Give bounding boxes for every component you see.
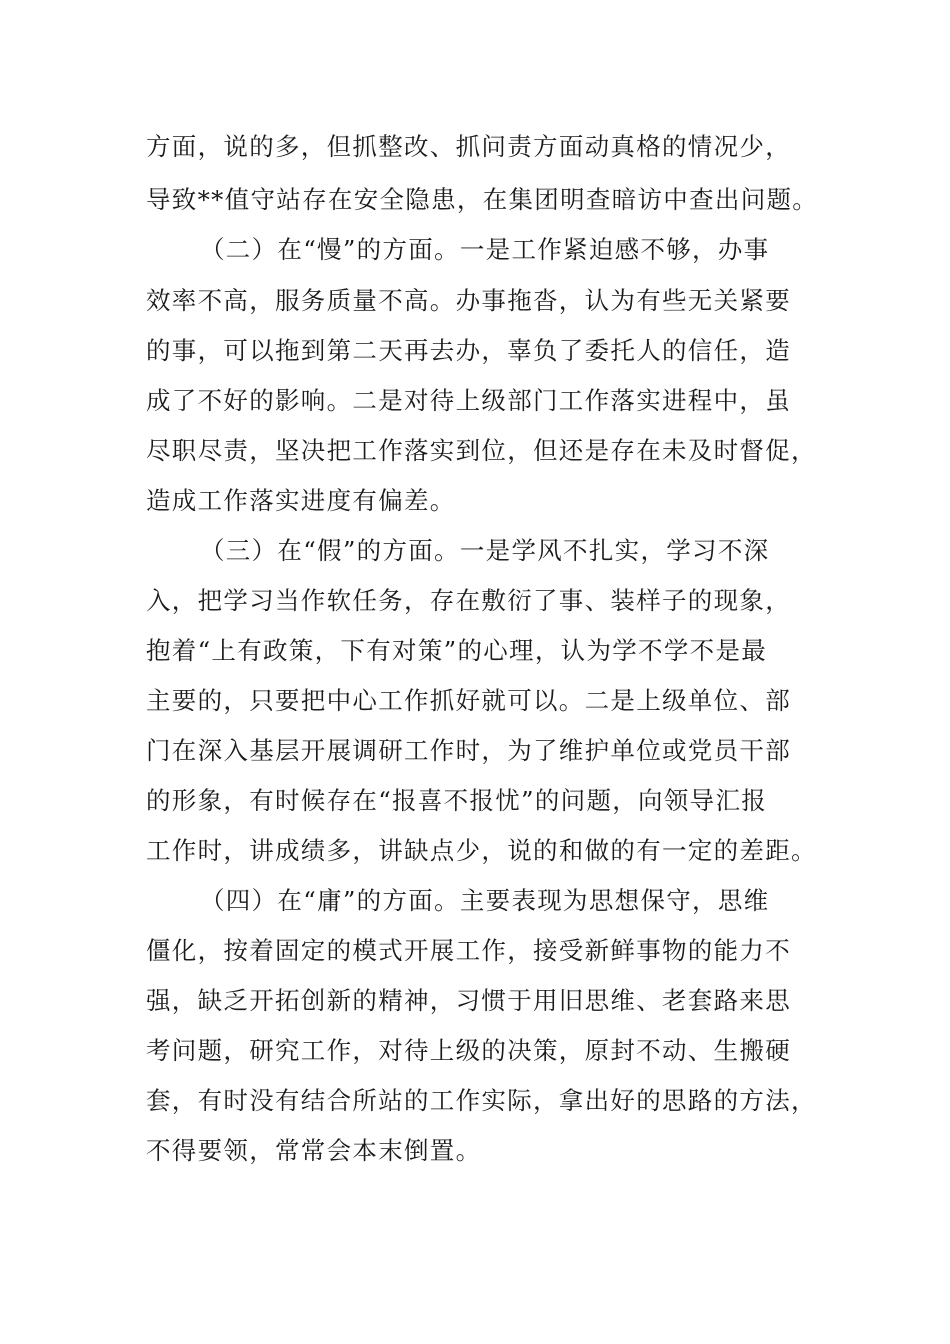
text-line: 工作时，讲成绩多，讲缺点少，说的和做的有一定的差距。 (146, 836, 817, 865)
text-line: 强，缺乏开拓创新的精神，习惯于用旧思维、老套路来思 (146, 986, 791, 1015)
text-line: 主要的，只要把中心工作抓好就可以。二是上级单位、部 (146, 686, 791, 715)
text-line: 的形象，有时候存在“报喜不报忧”的问题，向领导汇报 (146, 786, 768, 815)
text-line: 抱着“上有政策，下有对策”的心理，认为学不学不是最 (146, 636, 768, 665)
text-line: 尽职尽责，坚决把工作落实到位，但还是存在未及时督促， (146, 436, 817, 465)
text-line: 不得要领，常常会本末倒置。 (146, 1136, 482, 1165)
text-line: 的事，可以拖到第二天再去办，辜负了委托人的信任，造 (146, 336, 791, 365)
text-line: 入，把学习当作软任务，存在敷衍了事、装样子的现象， (146, 586, 791, 615)
text-line: 效率不高，服务质量不高。办事拖沓，认为有些无关紧要 (146, 286, 791, 315)
text-line: 造成工作落实进度有偏差。 (146, 486, 456, 515)
section-heading-line: （四）在“庸”的方面。主要表现为思想保守，思维 (200, 886, 770, 915)
text-line: 门在深入基层开展调研工作时，为了维护单位或党员干部 (146, 736, 791, 765)
text-line: 考问题，研究工作，对待上级的决策，原封不动、生搬硬 (146, 1036, 791, 1065)
text-line: 僵化，按着固定的模式开展工作，接受新鲜事物的能力不 (146, 936, 791, 965)
section-heading-line: （二）在“慢”的方面。一是工作紧迫感不够，办事 (200, 235, 770, 264)
section-heading-line: （三）在“假”的方面。一是学风不扎实，学习不深 (200, 536, 770, 565)
text-line: 套，有时没有结合所站的工作实际，拿出好的思路的方法， (146, 1086, 817, 1115)
text-line: 成了不好的影响。二是对待上级部门工作落实进程中，虽 (146, 386, 791, 415)
text-line: 方面，说的多，但抓整改、抓问责方面动真格的情况少， (146, 132, 791, 161)
text-line: 导致**值守站存在安全隐患，在集团明查暗访中查出问题。 (146, 185, 819, 214)
